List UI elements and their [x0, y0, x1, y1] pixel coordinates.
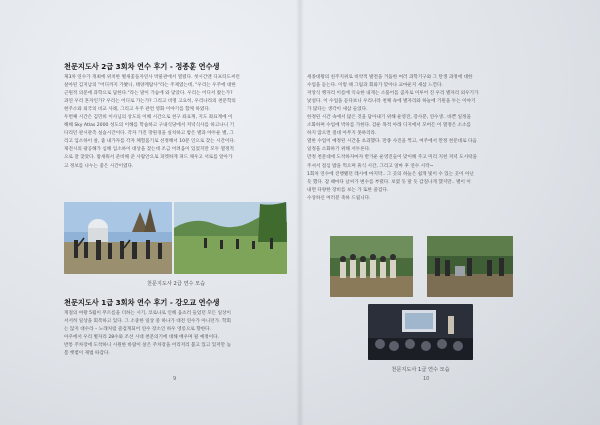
observation-photo-2 [174, 202, 287, 274]
text-line: 제전시의 광공해가 심해 입소하이 대상을 찾는데 조금 어려움이 있었지만 모두 열정적 [64, 147, 234, 153]
text-line: 하지 않으면 절대 아무지 못하리라. [307, 131, 377, 137]
section-body-continued [307, 74, 533, 203]
text-line: 봄 햇볕이 제법 따갑다. [64, 351, 110, 357]
page-number-right: 10 [423, 376, 430, 382]
group-photo [330, 236, 413, 297]
observation-photo-1 [64, 202, 172, 274]
classroom-photo [368, 304, 473, 360]
photo-caption-2nd-grade: 천문지도사 2급 연수 모습 [146, 281, 206, 287]
text-line: 수상하신 여러분 축하 드립니다. [307, 195, 371, 201]
text-line: 가 많다는 생각이 새삼 들었다. [307, 107, 368, 113]
text-line: 주셔서 점심 밥을 먹으며 휴식 시간, 그리고 얼마 후 연수 시작~ [307, 163, 434, 169]
text-line: 두번째 시간은 김민희 이사님의 상도의 이해 시간으로 천구 좌표계, 지도 좌표계에 이 [64, 115, 233, 121]
text-line: 내면 다양한 장비를 보는 가 또한 즐겁다. [307, 187, 389, 193]
section-body-2nd-grade [64, 74, 288, 171]
text-line: 세종대왕의 친주지위로 비약적 발전을 거듭한 여러 과학기구와 그 탄생 과정에 대한 [307, 75, 473, 80]
text-line: 듯 했다. 잠 때마다 날씨가 변수를 부렸다. 보였 듯 말 듯 감질나게 했지만.. 별이 이 [307, 179, 471, 185]
text-line: 소화하며 수업에 박차를 가한다. 감운 목적 아래 디지에서 모여든 이 열정은 소소를 [307, 123, 471, 129]
text-line: 한정된 시간 속에서 많은 것을 담아내기 위해 운영진, 강사분, 연수생.. 바쁜 일정을 [307, 115, 471, 121]
text-line: 해해 Sky Atlas 2000 성도의 이해를 학습하고 구내식당에서 저녁식사를 하고나니 기 [64, 123, 235, 129]
text-line: 일정을 소화하기 위해 서두른다. [307, 147, 371, 153]
text-line: 과연 우리 혼자인가? 우리는 어디로 가는가? 그리고 비명 고요히, 우리나라의 천문학의 [64, 99, 236, 105]
section-heading-1st-grade: 천문지도사 1급 3회차 연수 후기 - 강오교 연수생 [64, 298, 220, 307]
text-line: 1회차 연수에 진행됐던 레시에 마지막.. 그 곳의 하늘은 쉽게 빛이 수 있는 곳이 아닌 [307, 171, 474, 177]
text-line: 다리던 관시관측 실습시간이다. 각자 가진 망원경을 실치하고 밤은 별과 야두운 별, 그 [64, 131, 234, 137]
text-line: 근원적 의문에 과학으로 답한다."라는 말이 가슴에 와 닿았다. 우리는 어디서 왔는가? [64, 91, 233, 97]
text-line: 현주소와 외국의 비교 사례, 그리고 우주 관련 영화 이야기를 함께 하였다. [64, 107, 211, 113]
text-line: 아쿠에서 우리 별자리 28수와 조선 시대 천문의기에 대해 배우며 될 예정이다. [64, 335, 220, 341]
right-page [300, 0, 600, 425]
text-line: 으로 잘 찾았다. 밤새워서 준비해 준 사람안으로 피켓하게 펴드 채우고 서로를 알아가 [64, 155, 233, 161]
text-line: 낯설다. 이 수업을 듣다보니 우리나라 천체 속에 별자리와 하늘에 기원을 두는 이야기 [307, 99, 476, 105]
text-line: 저앙식 뱅자리 이름에 익숙한 내게는 소품어를 콤자로 이루어 진 우리 별자리 외우기가 [307, 91, 479, 97]
text-line: 게절의 여왕 5월이 무르름을 더하는 시기, 코로나로 인해 움츠러 들었던 모든 일상이 [64, 311, 231, 316]
photo-caption-1st-grade: 천문지도사 1급 연수 모습 [391, 367, 450, 373]
text-line: 는 않지 대수라 – 노래처럼 즐겁게되어 연수 장소인 하우 영롱으로 향한다. [64, 327, 212, 333]
text-line: 제3차 연수가 개최에 위치한 별새꽃돌자연사 박물관에서 열렸다. 첫시간엔 디프티도씨린 [64, 75, 240, 80]
text-line: 리고 입소하이 살, 줌 내가자를 각자 체험롭기로 선정해서 10분 인으로 찾는 시간이다. [64, 139, 236, 145]
text-line: 살아된 김지남의 "어디까지 가봤니, 태양계탐사"라는 주제였는데, "우리는 우주에 대한 [64, 83, 236, 89]
text-line: 고 정보를 나누는 좋은 시간이였다. [64, 163, 134, 169]
text-line: 서서히 일상을 회복하고 있다. 그 소중한 일상 중 하나가 대전 연수가 아니던가. 학회 [64, 319, 231, 325]
section-heading-2nd-grade: 천문지도사 2급 3회차 연수 후기 - 정종훈 연수생 [64, 62, 220, 71]
text-line: 반통 주차장에 도착하니 시원한 바람이 살은 주차장을 어리저리 불고 있고 있저만 높 [64, 343, 231, 349]
text-line: 만정 천문대에 도착하자마자 반가운 운영진들이 맞이해 주고 미리 지천 저녁 도시락을 [307, 155, 477, 161]
text-line: 수업을 듣는다. 이렇 때 그림과 회와가 맞아나 교마운지 새삼 느낀다. [307, 83, 443, 89]
section-body-1st-grade [64, 310, 288, 358]
text-line: 열한 수업이 예정된 시간을 초과했다. 만종 사진을 찍고, 여주에서 만정 천문대로 다음 [307, 139, 477, 145]
outdoor-photo [427, 236, 513, 297]
page-number-left: 9 [173, 376, 177, 382]
